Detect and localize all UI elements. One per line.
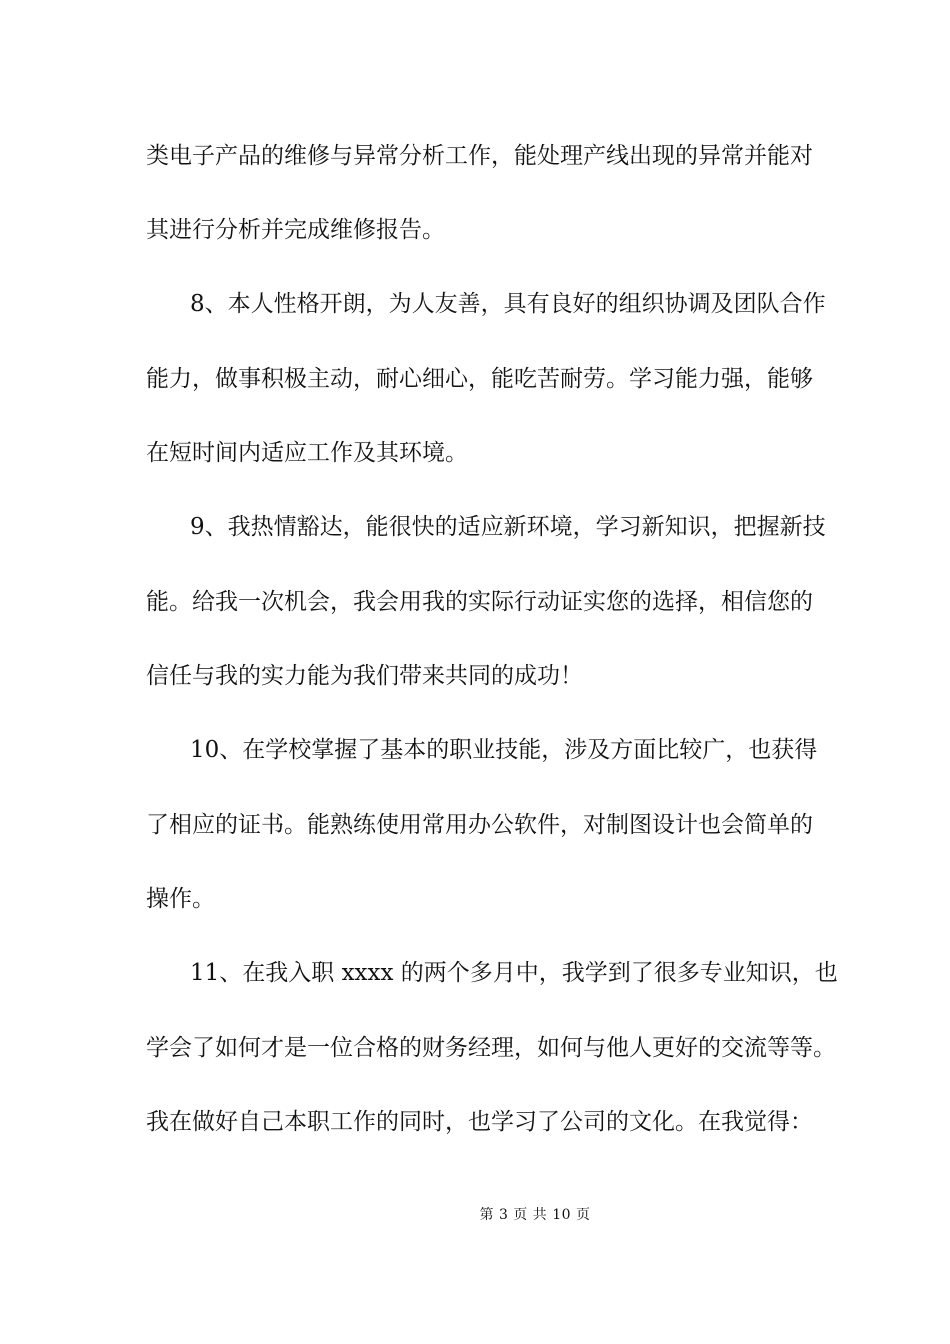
text-line: 10、在学校掌握了基本的职业技能，涉及方面比较广，也获得 — [190, 737, 818, 763]
text-line: 能。给我一次机会，我会用我的实际行动证实您的选择，相信您的 — [146, 589, 813, 615]
text-line: 信任与我的实力能为我们带来共同的成功！ — [146, 663, 583, 689]
text-line: 9、我热情豁达，能很快的适应新环境，学习新知识，把握新技 — [190, 514, 826, 540]
text-line: 类电子产品的维修与异常分析工作，能处理产线出现的异常并能对 — [146, 143, 813, 169]
text-line: 学会了如何才是一位合格的财务经理，如何与他人更好的交流等等。 — [146, 1035, 836, 1061]
text-line: 操作。 — [146, 886, 215, 912]
text-line: 我在做好自己本职工作的同时，也学习了公司的文化。在我觉得： — [146, 1109, 813, 1135]
text-line: 11、在我入职 xxxx 的两个多月中，我学到了很多专业知识，也 — [190, 960, 838, 986]
page-number-footer: 第 3 页 共 10 页 — [479, 1207, 591, 1223]
text-line: 8、本人性格开朗，为人友善，具有良好的组织协调及团队合作 — [190, 291, 826, 317]
text-line: 了相应的证书。能熟练使用常用办公软件，对制图设计也会简单的 — [146, 812, 813, 838]
text-line: 在短时间内适应工作及其环境。 — [146, 440, 468, 466]
text-line: 其进行分析并完成维修报告。 — [146, 217, 445, 243]
text-line: 能力，做事积极主动，耐心细心，能吃苦耐劳。学习能力强，能够 — [146, 366, 813, 392]
